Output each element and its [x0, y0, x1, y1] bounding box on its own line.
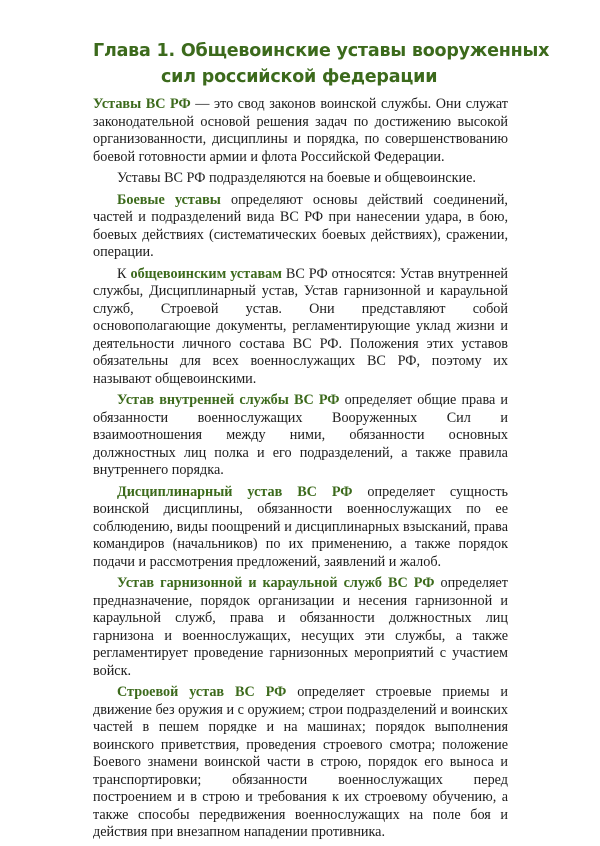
- chapter-title: [93, 38, 553, 90]
- paragraph-text: Уставы ВС РФ подразделяются на боевые и общевоинские.: [117, 170, 476, 186]
- paragraph-text: определяет строевые приемы и движение без оружия и с оружием; строи подразделений и воинских частей в пешем порядке и на машинах; порядок выполнения воинского приветствия, проведения строевого смотра; положение Боевого знамени воинской части в строю, порядок его выноса и транспортировки; обязанности военнослужащих перед построением и в строю и требования к их строевому обучению, а также способы передвижения военнослужащих на поле боя и действия при внезапном нападении противника.: [93, 684, 508, 840]
- paragraph-text: ВС РФ относятся: Устав внутренней службы, Дисциплинарный устав, Устав гарнизонной и караульной служб, Строевой устав. Они представляют собой основополагающие документы, регламентирующие уклад жизни и деятельности личного состава ВС РФ. Положения этих уставов обязательны для всех военнослужащих ВС РФ, поэтому их называют общевоинскими.: [93, 265, 509, 387]
- paragraph-prefix: К: [117, 265, 131, 282]
- paragraph-text: определяют основы действий соединений, частей и подразделений вида ВС РФ при нанесении удара, в бою, боевых действиях (систематических боевых действиях), сражении, операции.: [93, 191, 508, 260]
- paragraph-disciplinary: [93, 484, 508, 572]
- term-statutes: Уставы ВС РФ: [93, 96, 191, 112]
- paragraph-text: определяет общие права и обязанности военнослужащих Вооруженных Сил и взаимоотношения между ними, обязанности основных должностных лиц полка и его подразделений, а также правила внутреннего порядка.: [93, 392, 508, 478]
- paragraph-statutes-types: [93, 170, 508, 188]
- term-internal-service: Устав внутренней службы ВС РФ: [117, 392, 340, 408]
- term-garrison-guard: Устав гарнизонной и караульной служб ВС РФ: [117, 575, 435, 591]
- chapter-title-line-1: Глава 1. Общевоинские уставы вооруженных: [93, 41, 550, 61]
- paragraph-internal-service: [93, 392, 508, 480]
- paragraph-general-statutes: [93, 266, 508, 389]
- term-combat-statutes: Боевые уставы: [117, 191, 221, 208]
- term-general-statutes: общевоинским уставам: [130, 265, 282, 282]
- term-disciplinary: Дисциплинарный устав ВС РФ: [117, 483, 353, 500]
- paragraph-text: определяет предназначение, порядок организации и несения гарнизонной и караульной служб, права и обязанности должностных лиц гарнизона и военнослужащих, несущих эти службы, а также регламентирует проведение гарнизонных мероприятий с участием войск.: [93, 575, 508, 679]
- chapter-title-line-2: сил российской федерации: [161, 67, 438, 87]
- chapter-body: [93, 96, 508, 846]
- paragraph-text: — это свод законов воинской службы. Они служат законодательной основой решения задач по достижению высокой организованности, дисциплины и порядка, по совершенствованию боевой готовности армии и флота Российской Федерации.: [93, 96, 508, 165]
- term-drill: Строевой устав ВС РФ: [117, 684, 287, 700]
- paragraph-combat-statutes: [93, 192, 508, 262]
- paragraph-garrison-guard: [93, 575, 508, 680]
- paragraph-statutes-definition: [93, 96, 508, 166]
- paragraph-text: определяет сущность воинской дисциплины, обязанности военнослужащих по ее соблюдению, виды поощрений и дисциплинарных взысканий, права командиров (начальников) по их применению, а также порядок подачи и рассмотрения предложений, заявлений и жалоб.: [93, 483, 508, 570]
- paragraph-drill: [93, 684, 508, 842]
